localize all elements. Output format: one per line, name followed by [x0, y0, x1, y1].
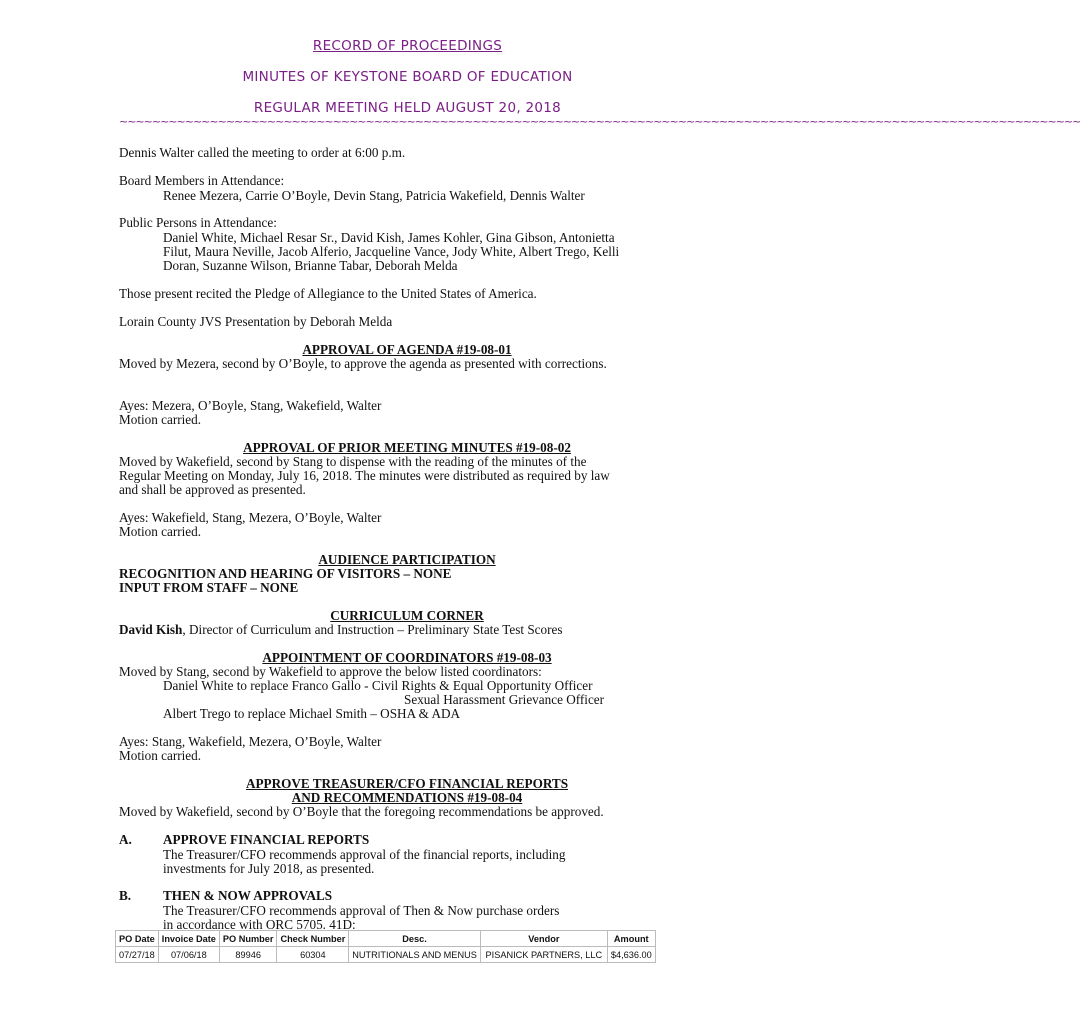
curriculum-topic: , Director of Curriculum and Instruction – Preliminary State Test Scores	[182, 622, 563, 637]
coordinators-motion: Moved by Stang, second by Wakefield to approve the below listed coordinators:	[119, 664, 542, 679]
section-title-agenda: APPROVAL OF AGENDA #19-08-01	[302, 342, 512, 357]
minutes-motion-carried: Motion carried.	[119, 524, 202, 539]
section-title-curriculum: CURRICULUM CORNER	[330, 608, 484, 623]
then-now-po-table	[115, 930, 656, 963]
minutes-motion-line: Regular Meeting on Monday, July 16, 2018. The minutes were distributed as required by law	[119, 468, 610, 483]
table-cell: $4,636.00	[607, 947, 655, 963]
item-a-label: A.	[119, 832, 132, 847]
presentation-statement: Lorain County JVS Presentation by Deborah Melda	[119, 314, 393, 329]
column-header: Desc.	[349, 931, 481, 947]
header-divider: ~~~~~~~~~~~~~~~~~~~~~~~~~~~~~~~~~~~~~~~~~~~~~~~~~~~~~~~~~~~~~~~~~~~~~~~~~~~~~~~~~~~~~~~~~~~~~~~~~~~~~~~~~~~~~~~~~~~~~	[119, 115, 1080, 128]
minutes-motion-line: and shall be approved as presented.	[119, 482, 306, 497]
table-cell: 07/06/18	[158, 947, 219, 963]
item-a-text: The Treasurer/CFO recommends approval of the financial reports, including	[163, 847, 566, 862]
public-persons-line: Filut, Maura Neville, Jacob Alferio, Jacqueline Vance, Jody White, Albert Trego, Kelli	[163, 244, 620, 259]
agenda-motion: Moved by Mezera, second by O’Boyle, to approve the agenda as presented with corrections.	[119, 356, 607, 371]
coordinators-ayes: Ayes: Stang, Wakefield, Mezera, O’Boyle, Walter	[119, 734, 382, 749]
column-header: PO Number	[219, 931, 277, 947]
section-title-treasurer-line2: AND RECOMMENDATIONS #19-08-04	[291, 790, 523, 805]
minutes-motion-line: Moved by Wakefield, second by Stang to dispense with the reading of the minutes of the	[119, 454, 587, 469]
public-persons-line: Doran, Suzanne Wilson, Brianne Tabar, Deborah Melda	[163, 258, 458, 273]
coordinators-motion-carried: Motion carried.	[119, 748, 202, 763]
column-header: Vendor	[480, 931, 607, 947]
section-title-prior-minutes: APPROVAL OF PRIOR MEETING MINUTES #19-08-02	[243, 440, 571, 455]
item-b-title: THEN & NOW APPROVALS	[163, 888, 333, 903]
table-cell: 07/27/18	[116, 947, 159, 963]
curriculum-entry	[119, 623, 563, 637]
minutes-ayes: Ayes: Wakefield, Stang, Mezera, O’Boyle, Walter	[119, 510, 382, 525]
table-cell: PISANICK PARTNERS, LLC	[480, 947, 607, 963]
header-meeting-date: REGULAR MEETING HELD AUGUST 20, 2018	[253, 100, 562, 116]
table-row	[116, 947, 656, 963]
item-b-text: The Treasurer/CFO recommends approval of Then & Now purchase orders	[163, 903, 560, 918]
board-members-label: Board Members in Attendance:	[119, 173, 285, 188]
column-header: Amount	[607, 931, 655, 947]
curriculum-presenter: David Kish	[119, 622, 183, 637]
coordinator-item: Albert Trego to replace Michael Smith – OSHA & ADA	[163, 706, 461, 721]
call-to-order: Dennis Walter called the meeting to order at 6:00 p.m.	[119, 145, 406, 160]
agenda-ayes: Ayes: Mezera, O’Boyle, Stang, Wakefield, Walter	[119, 398, 382, 413]
table-cell: NUTRITIONALS AND MENUS	[349, 947, 481, 963]
coordinator-item-continued: Sexual Harassment Grievance Officer	[404, 692, 605, 707]
column-header: Check Number	[277, 931, 349, 947]
item-a-text: investments for July 2018, as presented.	[163, 861, 375, 876]
treasurer-motion: Moved by Wakefield, second by O’Boyle that the foregoing recommendations be approved.	[119, 804, 604, 819]
section-title-treasurer: APPROVE TREASURER/CFO FINANCIAL REPORTS	[245, 776, 569, 791]
public-persons-label: Public Persons in Attendance:	[119, 215, 277, 230]
section-title-coordinators: APPOINTMENT OF COORDINATORS #19-08-03	[262, 650, 552, 665]
table-cell: 89946	[219, 947, 277, 963]
section-title-audience: AUDIENCE PARTICIPATION	[318, 552, 496, 567]
item-b-label: B.	[119, 888, 132, 903]
table-header-row	[116, 931, 656, 947]
pledge-statement: Those present recited the Pledge of Allegiance to the United States of America.	[119, 286, 537, 301]
audience-visitors: RECOGNITION AND HEARING OF VISITORS – NONE	[119, 566, 452, 581]
header-minutes-title: MINUTES OF KEYSTONE BOARD OF EDUCATION	[242, 69, 573, 85]
coordinator-item: Daniel White to replace Franco Gallo - Civil Rights & Equal Opportunity Officer	[163, 678, 593, 693]
table-cell: 60304	[277, 947, 349, 963]
item-a-title: APPROVE FINANCIAL REPORTS	[163, 832, 370, 847]
header-record-of-proceedings: RECORD OF PROCEEDINGS	[312, 38, 503, 54]
board-members-names: Renee Mezera, Carrie O’Boyle, Devin Stang, Patricia Wakefield, Dennis Walter	[163, 188, 585, 203]
public-persons-line: Daniel White, Michael Resar Sr., David Kish, James Kohler, Gina Gibson, Antonietta	[163, 230, 615, 245]
item-b-text: in accordance with ORC 5705. 41D:	[163, 917, 356, 932]
column-header: Invoice Date	[158, 931, 219, 947]
agenda-motion-carried: Motion carried.	[119, 412, 202, 427]
audience-staff-input: INPUT FROM STAFF – NONE	[119, 580, 299, 595]
column-header: PO Date	[116, 931, 159, 947]
